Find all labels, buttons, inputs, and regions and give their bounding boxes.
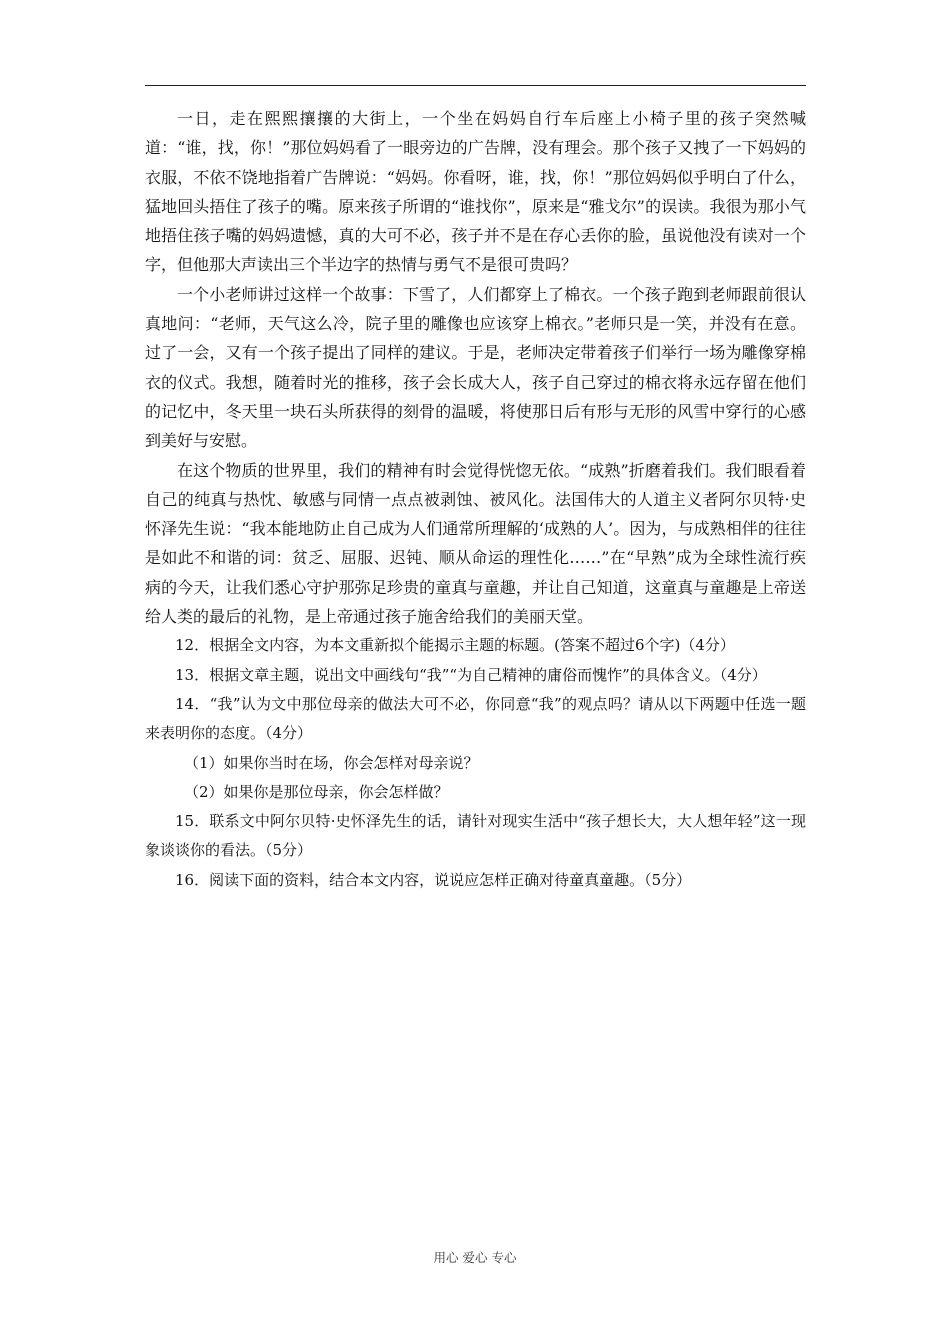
question-13: 13．根据文章主题，说出文中画线句“我”“为自己精神的庸俗而愧怍”的具体含义。（4分）: [175, 665, 767, 684]
header-rule: [145, 85, 806, 86]
question-16: 16．阅读下面的资料，结合本文内容，说说应怎样正确对待童真童趣。（5分）: [175, 870, 692, 889]
question-14-option-2: （2）如果你是那位母亲，你会怎样做？: [184, 782, 449, 801]
question-12: 12．根据全文内容，为本文重新拟个能揭示主题的标题。(答案不超过6个字)（4分）: [175, 636, 735, 655]
page-footer: 用心 爱心 专心: [433, 1250, 517, 1265]
question-14: 14．“我”认为文中那位母亲的做法大可不必，你同意“我”的观点吗？请从以下两题中任选一题来表明你的态度。（4分）: [145, 694, 806, 743]
paragraph-3: 在这个物质的世界里，我们的精神有时会觉得恍惚无依。“成熟”折磨着我们。我们眼看着自己的纯真与热忱、敏感与同情一点点被剥蚀、被风化。法国伟大的人道主义者阿尔贝特·史怀泽先生说：“我本能地防止自己成为人们通常所理解的‘成熟的人’。因为，与成熟相伴的往往是如此不和谐的词：贫乏、屈服、迟钝、顺从命运的理性化……”在“早熟”成为全球性流行疾病的今天，让我们悉心守护那弥足珍贵的童真与童趣，并让自己知道，这童真与童趣是上帝送给人类的最后的礼物，是上帝通过孩子施舍给我们的美丽天堂。: [145, 460, 806, 627]
paragraph-2: 一个小老师讲过这样一个故事：下雪了，人们都穿上了棉衣。一个孩子跑到老师跟前很认真地问：“老师，天气这么冷，院子里的雕像也应该穿上棉衣。”老师只是一笑，并没有在意。过了一会，又有一个孩子提出了同样的建议。于是，老师决定带着孩子们举行一场为雕像穿棉衣的仪式。我想，随着时光的推移，孩子会长成大人，孩子自己穿过的棉衣将永远存留在他们的记忆中，冬天里一块石头所获得的刻骨的温暖，将使那日后有形与无形的风雪中穿行的心感到美好与安慰。: [145, 284, 806, 451]
question-14-option-1: （1）如果你当时在场，你会怎样对母亲说？: [184, 753, 479, 772]
document-body: [145, 104, 806, 895]
paragraph-1: 一日，走在熙熙攘攘的大街上，一个坐在妈妈自行车后座上小椅子里的孩子突然喊道：“谁，找，你！”那位妈妈看了一眼旁边的广告牌，没有理会。那个孩子又拽了一下妈妈的衣服，不依不饶地指着广告牌说：“妈妈。你看呀，谁，找，你！”那位妈妈似乎明白了什么，猛地回头捂住了孩子的嘴。原来孩子所谓的“谁找你”，原来是“雅戈尔”的误读。我很为那小气地捂住孩子嘴的妈妈遗憾，真的大可不必，孩子并不是在存心丢你的脸，虽说他没有读对一个字，但他那大声读出三个半边字的热情与勇气不是很可贵吗？: [145, 109, 806, 275]
question-15: 15．联系文中阿尔贝特·史怀泽先生的话，请针对现实生活中“孩子想长大，大人想年轻”这一现象谈谈你的看法。（5分）: [145, 812, 806, 860]
